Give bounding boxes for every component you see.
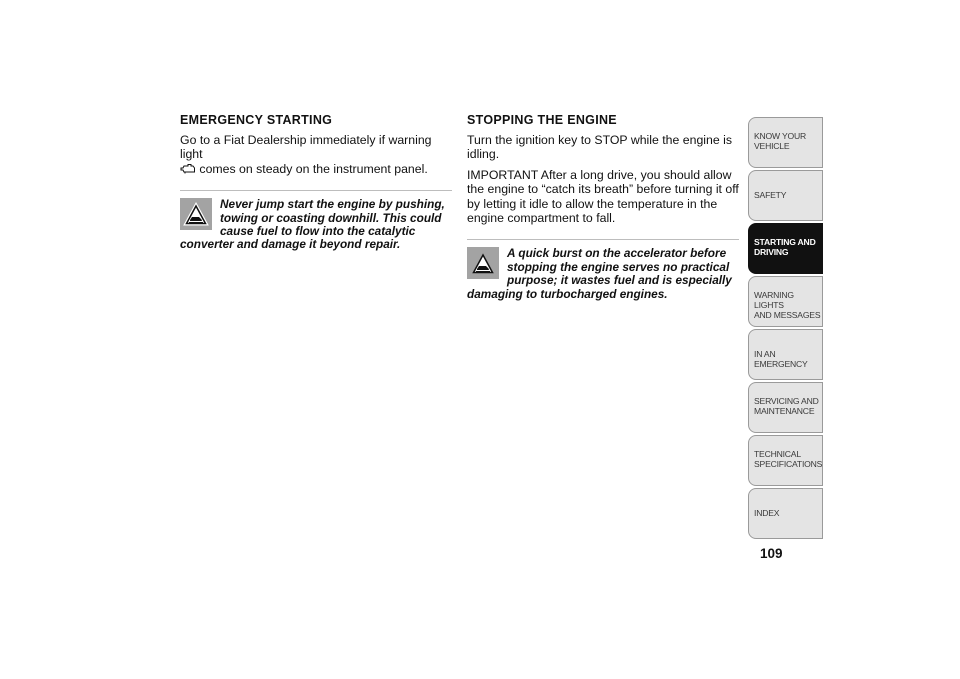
caution-right-line3: purpose; it wastes fuel and is especially [507,273,732,288]
tab-label-line1: TECHNICAL [754,449,801,459]
caution-right-line1: A quick burst on the accelerator before [507,246,727,261]
caution-left-line4: converter and damage it beyond repair. [180,237,401,252]
section-heading-emergency-starting: EMERGENCY STARTING [180,113,333,127]
tab-starting-and-driving[interactable] [748,223,823,274]
stopping-engine-para1: Turn the ignition key to STOP while the engine is idling. [467,133,732,162]
tab-label-line1: STARTING AND [754,237,816,247]
emergency-starting-text [180,133,452,176]
tab-label-line1: INDEX [754,508,780,518]
chapter-tabs [748,117,823,541]
tab-technical-specifications[interactable] [748,435,823,486]
caution-left-line3: cause fuel to flow into the catalytic [220,224,416,239]
tab-label-line1: IN AN EMERGENCY [754,349,808,369]
tab-label-line2: MAINTENANCE [754,406,815,416]
engine-warning-light-icon [180,163,196,174]
caution-left-line1: Never jump start the engine by pushing, [220,197,445,212]
caution-right-line4: damaging to turbocharged engines. [467,286,668,301]
tab-label-line1: WARNING LIGHTS [754,290,794,310]
tab-label-line1: SAFETY [754,190,787,200]
emergency-text-part1: Go to a Fiat Dealership immediately if warning light [180,133,432,162]
caution-left-line2: towing or coasting downhill. This could [220,210,442,225]
caution-triangle-car-icon [467,247,499,279]
tab-label-line2: AND MESSAGES [754,310,821,320]
left-column [180,113,452,252]
caution-right-line2: stopping the engine serves no practical [507,259,730,274]
tab-label-line1: KNOW YOUR [754,131,806,141]
page-number: 109 [760,546,783,561]
tab-label-line2: VEHICLE [754,141,790,151]
tab-index[interactable] [748,488,823,539]
caution-text-right [467,247,739,301]
tab-safety[interactable] [748,170,823,221]
stopping-engine-para2: IMPORTANT After a long drive, you should allow the engine to “catch its breath” before turning it off by letting it idle to allow the temperature in the engine compartment to fall. [467,167,739,226]
tab-label-line2: DRIVING [754,247,789,257]
section-heading-stopping-engine: STOPPING THE ENGINE [467,113,617,127]
tab-know-your-vehicle[interactable] [748,117,823,168]
tab-label-line2: SPECIFICATIONS [754,459,823,469]
tab-servicing[interactable] [748,382,823,433]
emergency-text-part2: comes on steady on the instrument panel. [199,161,428,176]
tab-in-an-emergency[interactable] [748,329,823,380]
caution-triangle-car-icon [180,198,212,230]
right-column [467,113,739,301]
caution-box-right [467,239,739,301]
caution-text-left [180,198,452,252]
tab-warning-lights[interactable] [748,276,823,327]
caution-box-left [180,190,452,252]
tab-label-line1: SERVICING AND [754,396,819,406]
